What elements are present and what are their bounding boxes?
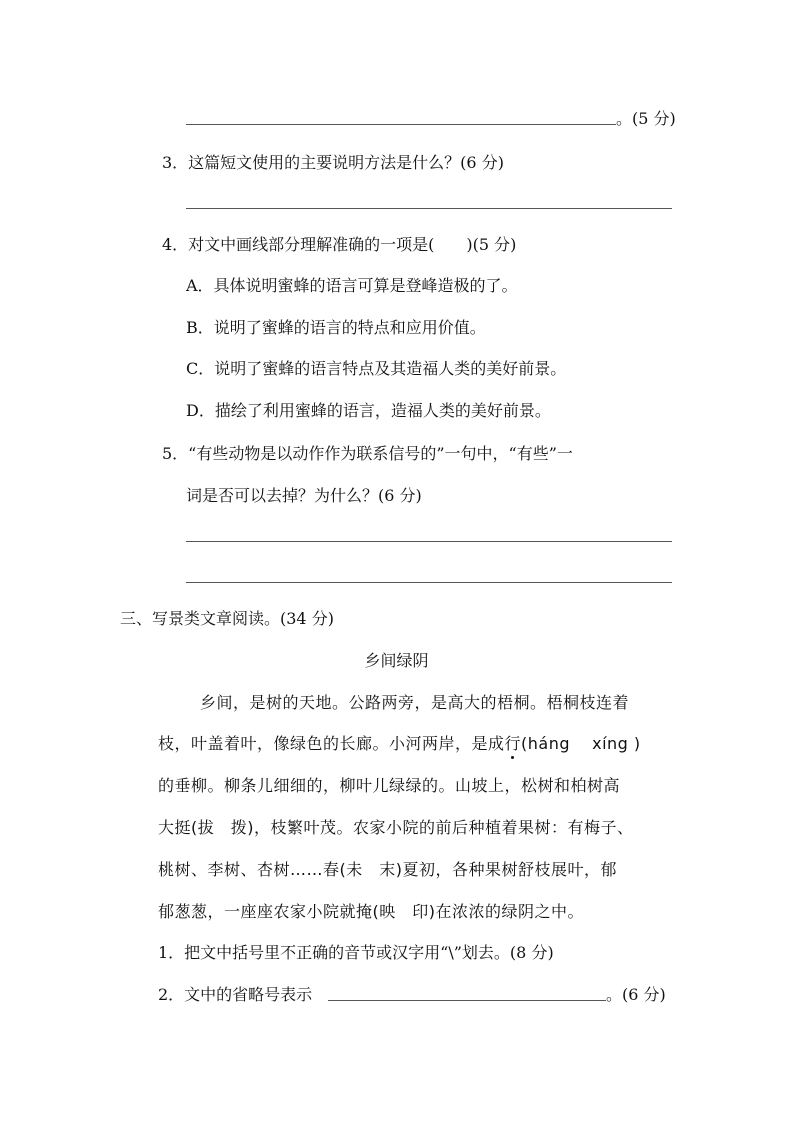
passage-line-1: 乡间，是树的天地。公路两旁，是高大的梧桐。梧桐枝连着 bbox=[200, 693, 630, 712]
option-c: C．说明了蜜蜂的语言特点及其造福人类的美好前景。 bbox=[186, 359, 567, 378]
passage-line-3: 的垂柳。柳条儿细细的，柳叶儿绿绿的。山坡上，松树和柏树高 bbox=[158, 776, 621, 795]
answer-line-q5-2[interactable] bbox=[186, 582, 672, 583]
answer-line-s3-q2[interactable] bbox=[328, 1000, 606, 1001]
answer-line-q2-prev[interactable] bbox=[186, 124, 616, 125]
option-d: D．描绘了利用蜜蜂的语言，造福人类的美好前景。 bbox=[186, 401, 551, 420]
section3-question-2-score: 。(6 分) bbox=[606, 985, 666, 1004]
section3-question-1: 1．把文中括号里不正确的音节或汉字用“\”划去。(8 分) bbox=[158, 943, 554, 962]
passage-title: 乡间绿阴 bbox=[364, 651, 429, 670]
question-5-line2: 词是否可以去掉？为什么？(6 分) bbox=[186, 486, 422, 505]
question-3: 3．这篇短文使用的主要说明方法是什么？(6 分) bbox=[162, 153, 504, 172]
dotted-character: 行 bbox=[504, 734, 522, 753]
passage-line-5: 桃树、李树、杏树……春(未 末)夏初，各种果树舒枝展叶，郁 bbox=[158, 860, 617, 879]
section3-question-2: 2．文中的省略号表示 bbox=[158, 985, 313, 1004]
section-heading: 三、写景类文章阅读。(34 分) bbox=[120, 609, 334, 628]
answer-line-q5-1[interactable] bbox=[186, 541, 672, 542]
passage-line-2 bbox=[158, 731, 641, 754]
passage-line-2-text: 枝，叶盖着叶，像绿色的长廊。小河两岸，是成 bbox=[158, 734, 505, 753]
passage-line-6: 郁葱葱，一座座农家小院就掩(映 印)在浓浓的绿阴之中。 bbox=[158, 902, 584, 921]
question-4: 4．对文中画线部分理解准确的一项是( )(5 分) bbox=[162, 235, 517, 254]
answer-line-q3[interactable] bbox=[186, 208, 672, 209]
pinyin-choice: (háng xíng ) bbox=[521, 734, 641, 753]
option-a: A．具体说明蜜蜂的语言可算是登峰造极的了。 bbox=[186, 276, 518, 295]
option-b: B．说明了蜜蜂的语言的特点和应用价值。 bbox=[186, 318, 486, 337]
passage-line-4: 大挺(拔 拨)，枝繁叶茂。农家小院的前后种植着果树：有梅子、 bbox=[158, 818, 634, 837]
question-5-line1: 5．“有些动物是以动作作为联系信号的”一句中，“有些”一 bbox=[162, 444, 573, 463]
score-suffix: 。(5 分) bbox=[616, 109, 676, 128]
